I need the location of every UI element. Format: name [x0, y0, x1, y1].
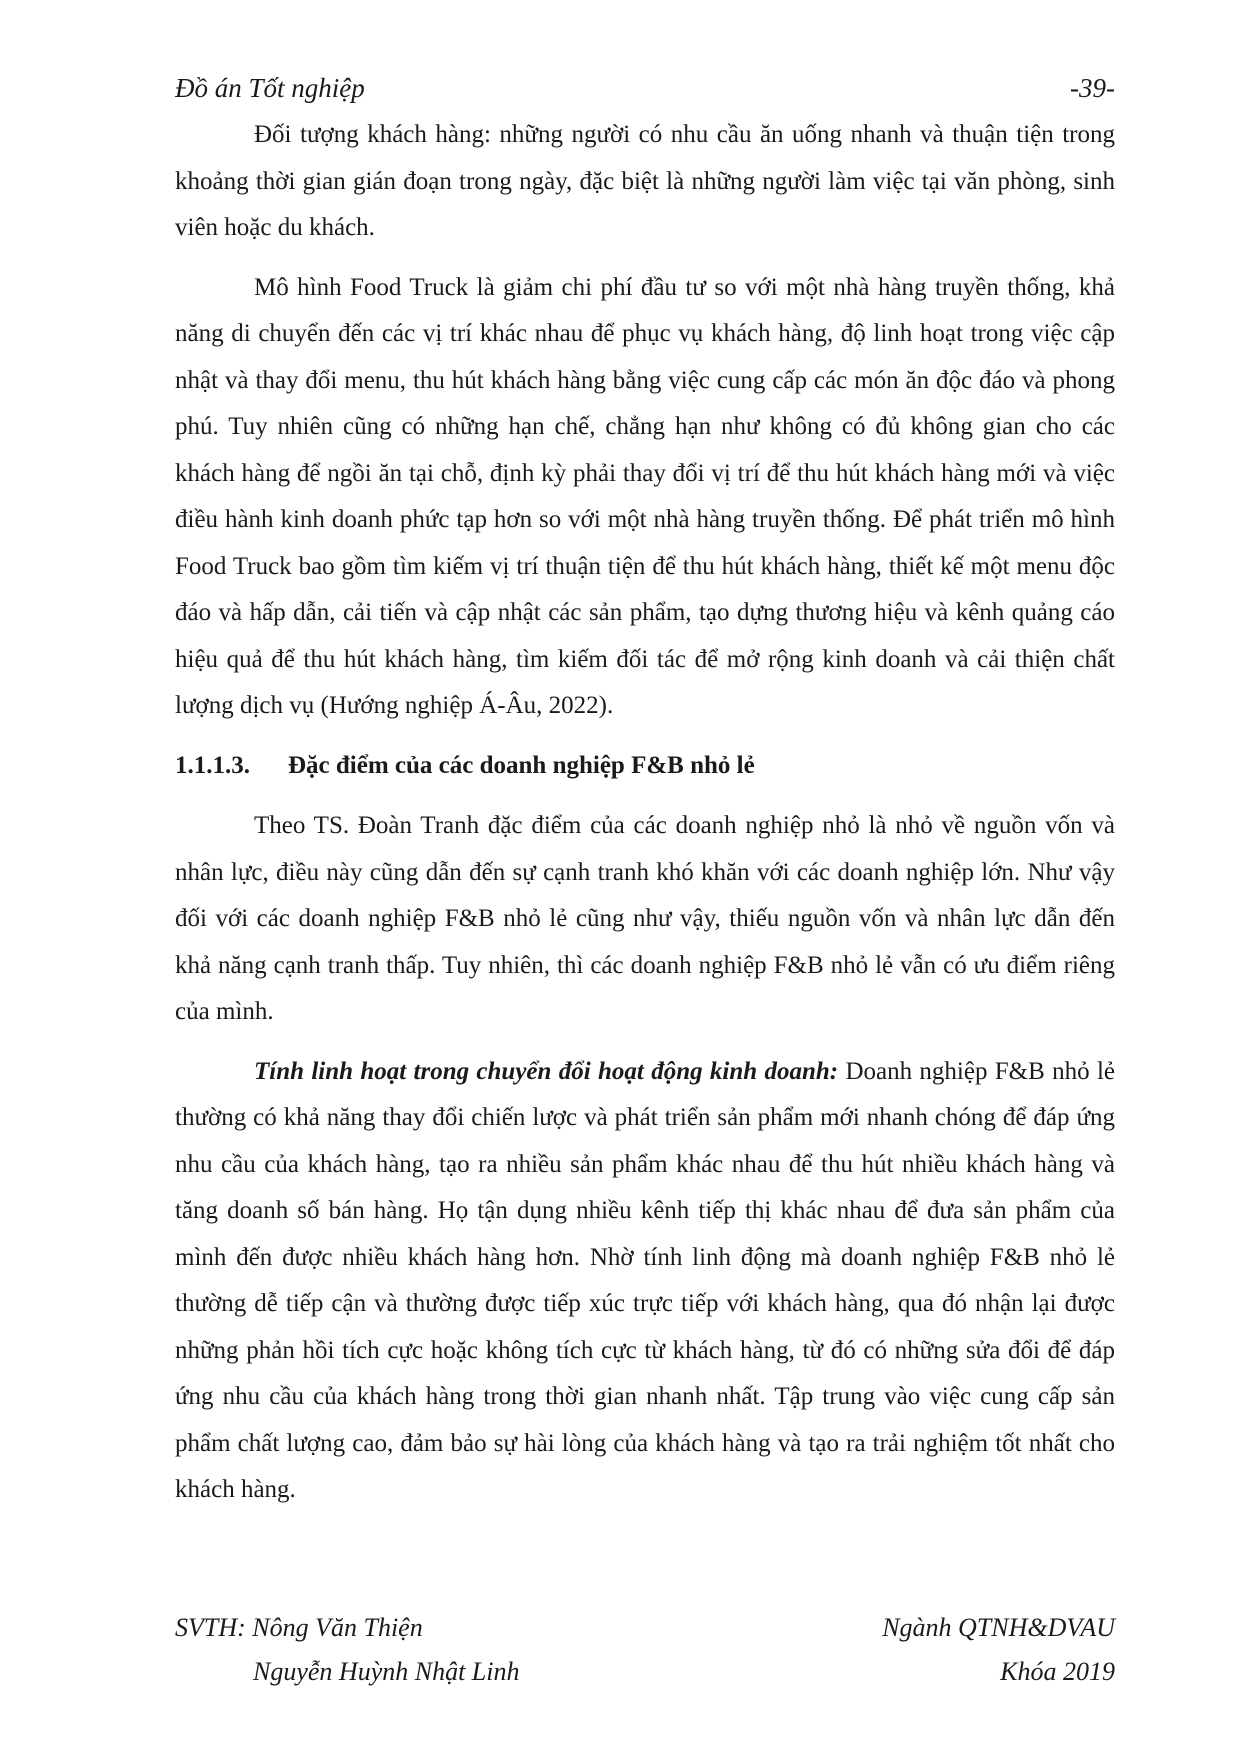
- paragraph-small-business-traits: Theo TS. Đoàn Tranh đặc điểm của các doanh nghiệp nhỏ là nhỏ về nguồn vốn và nhân lực, điều này cũng dẫn đến sự cạnh tranh khó khăn với các doanh nghiệp lớn. Như vậy đối với các doanh nghiệp F&B nhỏ lẻ cũng như vậy, thiếu nguồn vốn và nhân lực dẫn đến khả năng cạnh tranh thấp. Tuy nhiên, thì các doanh nghiệp F&B nhỏ lẻ vẫn có ưu điểm riêng của mình.: [175, 812, 1115, 1025]
- document-page: [175, 0, 1115, 1754]
- section-title: Đặc điểm của các doanh nghiệp F&B nhỏ lẻ: [288, 751, 755, 779]
- page-content: [175, 112, 1115, 1527]
- running-header: [175, 68, 1115, 108]
- footer-cohort: Khóa 2019: [1000, 1657, 1115, 1686]
- paragraph-food-truck-model: Mô hình Food Truck là giảm chi phí đầu tư so với một nhà hàng truyền thống, khả năng di chuyển đến các vị trí khác nhau để phục vụ khách hàng, độ linh hoạt trong việc cập nhật và thay đổi menu, thu hút khách hàng bằng việc cung cấp các món ăn độc đáo và phong phú. Tuy nhiên cũng có những hạn chế, chẳng hạn như không có đủ không gian cho các khách hàng để ngồi ăn tại chỗ, định kỳ phải thay đổi vị trí để thu hút khách hàng mới và việc điều hành kinh doanh phức tạp hơn so với một nhà hàng truyền thống. Để phát triển mô hình Food Truck bao gồm tìm kiếm vị trí thuận tiện để thu hút khách hàng, thiết kế một menu độc đáo và hấp dẫn, cải tiến và cập nhật các sản phẩm, tạo dựng thương hiệu và kênh quảng cáo hiệu quả để thu hút khách hàng, tìm kiếm đối tác để mở rộng kinh doanh và cải thiện chất lượng dịch vụ (Hướng nghiệp Á-Âu, 2022).: [175, 273, 1115, 719]
- footer-major: Ngành QTNH&DVAU: [882, 1613, 1115, 1642]
- footer-author-2: Nguyễn Huỳnh Nhật Linh: [253, 1657, 520, 1686]
- footer-row-2: [175, 1650, 1115, 1694]
- header-title: Đồ án Tốt nghiệp: [175, 73, 365, 103]
- footer-row-1: [175, 1606, 1115, 1650]
- running-footer: [175, 1606, 1115, 1694]
- paragraph-flexibility: [175, 1049, 1115, 1514]
- page-number: -39-: [1070, 73, 1115, 103]
- paragraph-body: Doanh nghiệp F&B nhỏ lẻ thường có khả năng thay đổi chiến lược và phát triển sản phẩm mới nhanh chóng để đáp ứng nhu cầu của khách hàng, tạo ra nhiều sản phẩm khác nhau để thu hút nhiều khách hàng và tăng doanh số bán hàng. Họ tận dụng nhiều kênh tiếp thị khác nhau để đưa sản phẩm của mình đến được nhiều khách hàng hơn. Nhờ tính linh động mà doanh nghiệp F&B nhỏ lẻ thường dễ tiếp cận và thường được tiếp xúc trực tiếp với khách hàng, qua đó nhận lại được những phản hồi tích cực hoặc không tích cực từ khách hàng, từ đó có những sửa đổi để đáp ứng nhu cầu của khách hàng trong thời gian nhanh nhất. Tập trung vào việc cung cấp sản phẩm chất lượng cao, đảm bảo sự hài lòng của khách hàng và tạo ra trải nghiệm tốt nhất cho khách hàng.: [175, 1057, 1115, 1503]
- paragraph-customer-target: Đối tượng khách hàng: những người có nhu cầu ăn uống nhanh và thuận tiện trong khoảng thời gian gián đoạn trong ngày, đặc biệt là những người làm việc tại văn phòng, sinh viên hoặc du khách.: [175, 121, 1115, 241]
- section-heading: [175, 743, 1115, 790]
- paragraph-lead-term: Tính linh hoạt trong chuyển đổi hoạt động kinh doanh:: [254, 1057, 839, 1085]
- footer-author-1: SVTH: Nông Văn Thiện: [175, 1613, 423, 1642]
- section-number: 1.1.1.3.: [175, 751, 250, 779]
